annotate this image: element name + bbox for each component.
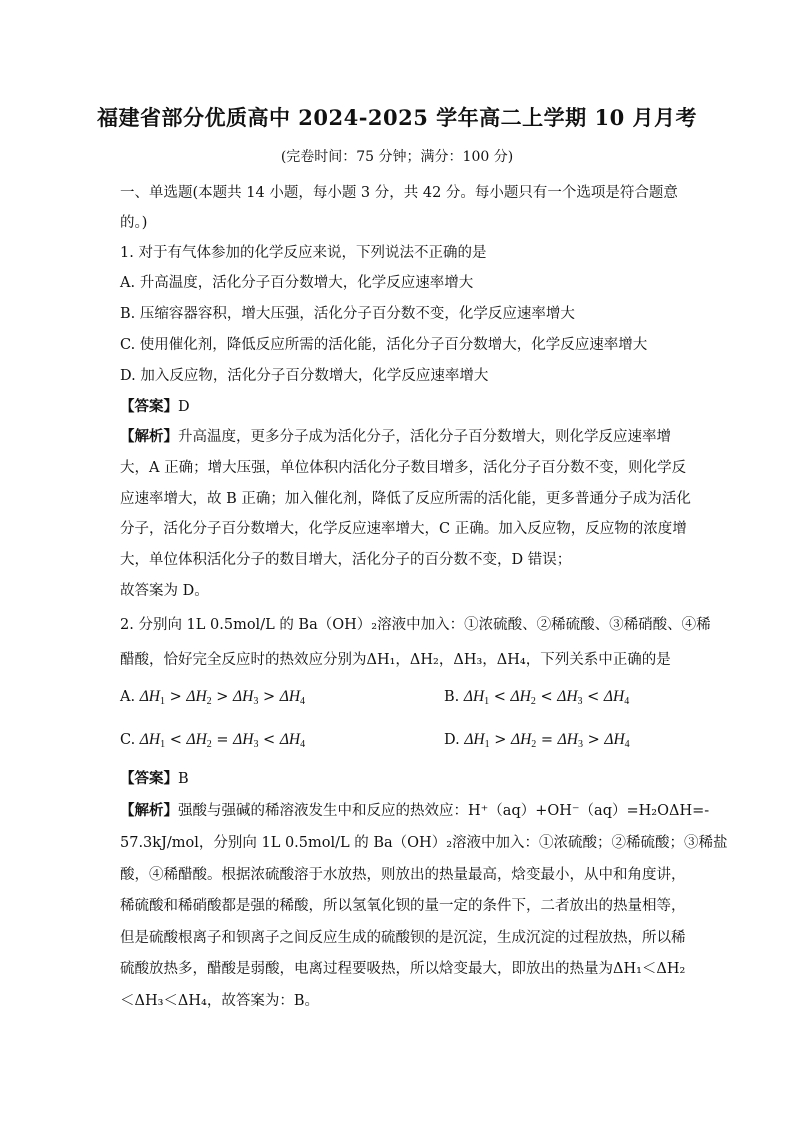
q1-answer [120, 395, 190, 416]
section-heading-line2: 的。) [120, 215, 148, 231]
section-heading-line1: 一、单选题(本题共 14 小题，每小题 3 分，共 42 分。每小题只有一个选项是符合题意 [120, 185, 678, 201]
q2-option-c: C. ΔH1 < ΔH2 = ΔH3 < ΔH4 [120, 731, 306, 750]
q2-option-b: B. ΔH1 < ΔH2 < ΔH3 < ΔH4 [444, 688, 630, 707]
q1-stem: 1. 对于有气体参加的化学反应来说，下列说法不正确的是 [120, 245, 487, 261]
answer-value: D [178, 399, 190, 415]
q2-answer [120, 767, 189, 788]
q1-analysis-line: 故答案为 D。 [120, 583, 209, 599]
q1-option-b: B. 压缩容器容积，增大压强，活化分子百分数不变，化学反应速率增大 [120, 306, 575, 322]
analysis-text: 升高温度，更多分子成为活化分子，活化分子百分数增大，则化学反应速率增 [178, 429, 671, 445]
q1-analysis-line: 大，A 正确；增大压强，单位体积内活化分子数目增多，活化分子百分数不变，则化学反 [120, 460, 687, 476]
q2-analysis-line: 酸，④稀醋酸。根据浓硫酸溶于水放热，则放出的热量最高，焓变最小，从中和角度讲， [120, 867, 686, 883]
q2-analysis-line: ＜ΔH₃＜ΔH₄，故答案为：B。 [120, 993, 320, 1009]
q2-option-a: A. ΔH1 > ΔH2 > ΔH3 > ΔH4 [120, 688, 306, 707]
answer-value: B [178, 771, 189, 787]
analysis-text: 强酸与强碱的稀溶液发生中和反应的热效应：H⁺（aq）+OH⁻（aq）=H₂OΔH=- [178, 803, 710, 819]
page-title: 福建省部分优质高中 2024-2025 学年高二上学期 10 月月考 [96, 105, 698, 130]
q1-option-c: C. 使用催化剂，降低反应所需的活化能，活化分子百分数增大，化学反应速率增大 [120, 337, 648, 353]
q1-analysis-line: 应速率增大，故 B 正确；加入催化剂，降低了反应所需的活化能，更多普通分子成为活化 [120, 491, 691, 507]
q2-analysis-line: 57.3kJ/mol，分别向 1L 0.5mol/L 的 Ba（OH）₂溶液中加入：①浓硫酸；②稀硫酸；③稀盐 [120, 835, 728, 851]
exam-info: (完卷时间：75 分钟；满分：100 分) [280, 149, 514, 165]
analysis-label: 【解析】 [120, 802, 178, 819]
q1-analysis-line: 大，单位体积活化分子的数目增大，活化分子的百分数不变，D 错误； [120, 552, 572, 568]
answer-label: 【答案】 [120, 398, 178, 415]
answer-label: 【答案】 [120, 770, 178, 787]
q2-stem-line2: 醋酸，恰好完全反应时的热效应分别为ΔH₁，ΔH₂，ΔH₃，ΔH₄，下列关系中正确的是 [120, 652, 671, 668]
q2-analysis-line: 硫酸放热多，醋酸是弱酸，电离过程要吸热，所以焓变最大，即放出的热量为ΔH₁＜ΔH₂ [120, 961, 686, 977]
q1-option-d: D. 加入反应物，活化分子百分数增大，化学反应速率增大 [120, 368, 489, 384]
q2-option-d: D. ΔH1 > ΔH2 = ΔH3 > ΔH4 [444, 731, 630, 750]
q2-analysis-line: 稀硫酸和稀硝酸都是强的稀酸，所以氢氧化钡的量一定的条件下，二者放出的热量相等， [120, 898, 686, 914]
q1-option-a: A. 升高温度，活化分子百分数增大，化学反应速率增大 [120, 275, 474, 291]
q1-analysis-line: 分子，活化分子百分数增大，化学反应速率增大，C 正确。加入反应物，反应物的浓度增 [120, 521, 687, 537]
q2-stem-line1: 2. 分别向 1L 0.5mol/L 的 Ba（OH）₂溶液中加入：①浓硫酸、②稀硫酸、③稀硝酸、④稀 [120, 617, 711, 633]
q1-analysis-line [120, 425, 671, 446]
q2-analysis-line [120, 799, 709, 820]
analysis-label: 【解析】 [120, 428, 178, 445]
q2-analysis-line: 但是硫酸根离子和钡离子之间反应生成的硫酸钡的是沉淀，生成沉淀的过程放热，所以稀 [120, 930, 686, 946]
